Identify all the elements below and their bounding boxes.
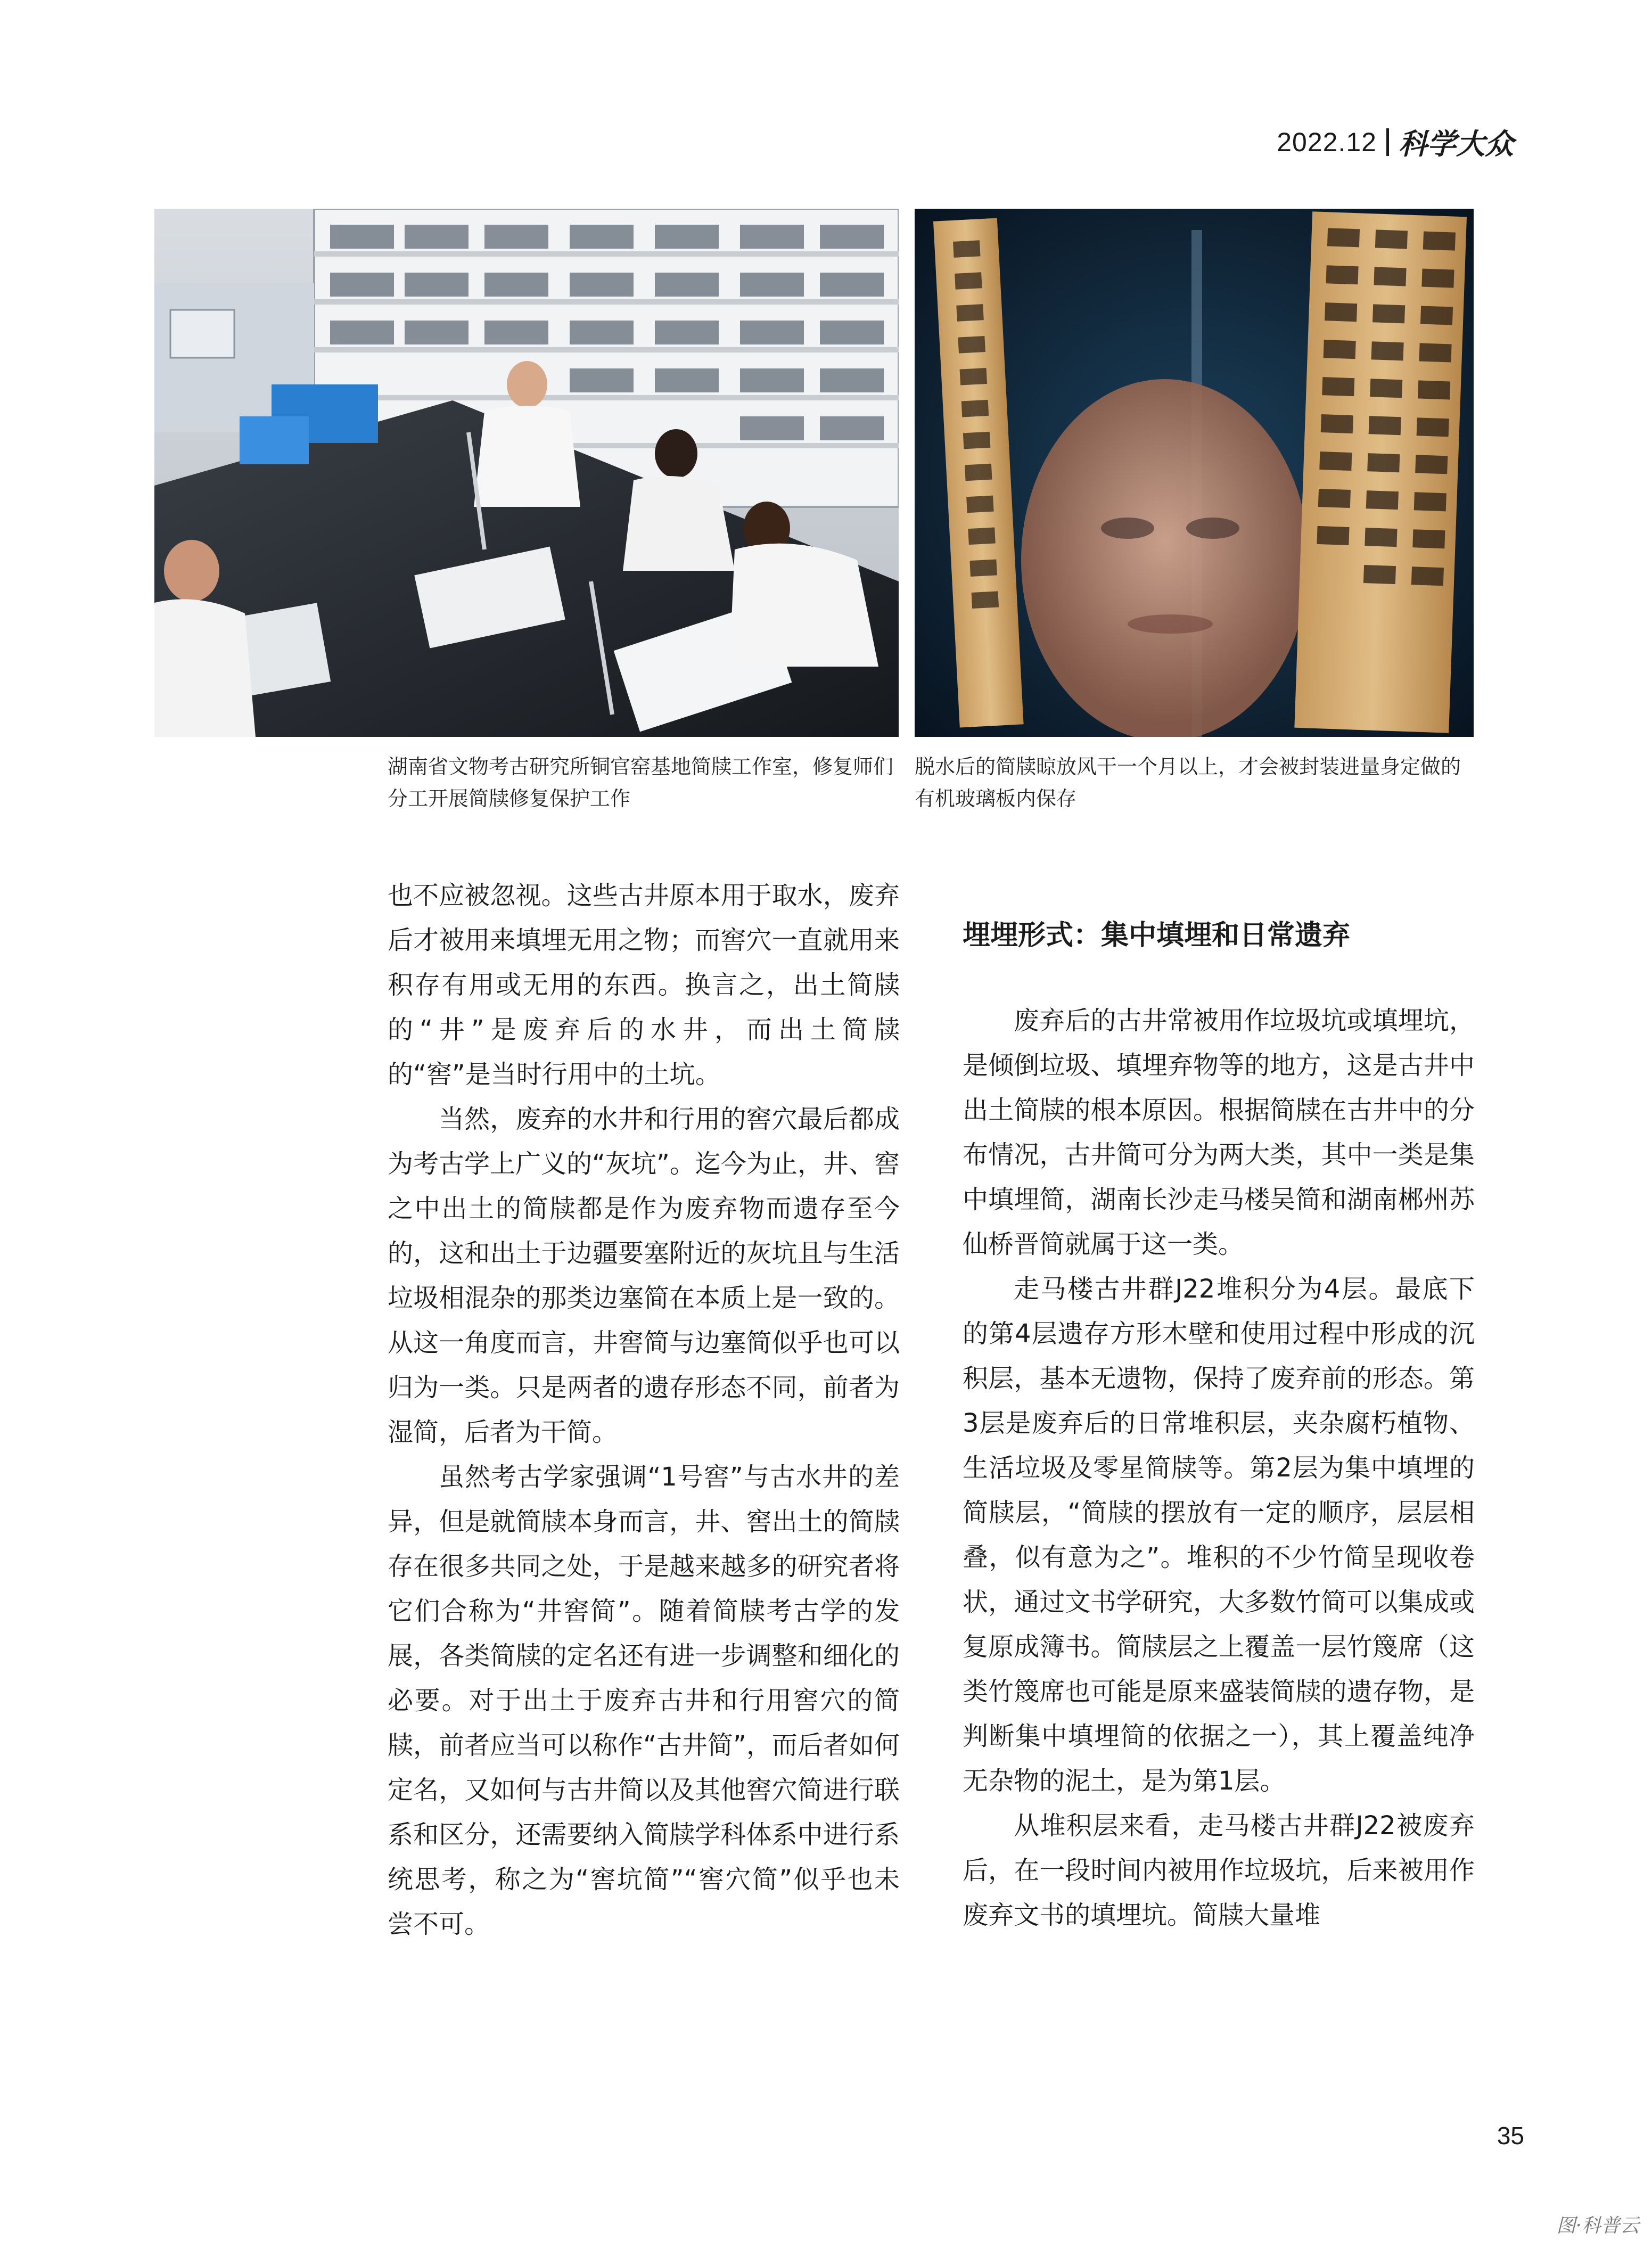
lab-photo-caption: 湖南省文物考古研究所铜官窑基地简牍工作室，修复师们分工开展简牍修复保护工作 [388, 755, 894, 810]
paragraph: 虽然考古学家强调“1号窖”与古水井的差异，但是就简牍本身而言，井、窖出土的简牍存在很多共同之处，于是越来越多的研究者将它们合称为“井窖简”。随着简牍考古学的发展，各类简牍的定名还有进一步调整和细化的必要。对于出土于废弃古井和行用窖穴的简牍，前者应当可以称作“古井简”，而后者如何定名，又如何与古井简以及其他窖穴简进行联系和区分，还需要纳入简牍学科体系中进行系统思考，称之为“窖坑简”“窖穴简”似乎也未尝不可。 [388, 1462, 900, 1939]
paragraph: 废弃后的古井常被用作垃圾坑或填埋坑，是倾倒垃圾、填埋弃物等的地方，这是古井中出土简牍的根本原因。根据简牍在古井中的分布情况，古井简可分为两大类，其中一类是集中填埋简，湖南长沙走马楼吴简和湖南郴州苏仙桥晋简就属于这一类。 [963, 1006, 1475, 1259]
slips-photo [915, 209, 1474, 737]
watermark: 图·科普云 [1556, 2215, 1639, 2237]
running-header [1277, 121, 1514, 162]
section-heading: 埋埋形式：集中填埋和日常遗弃 [963, 920, 1351, 951]
slips-photo-caption: 脱水后的简牍晾放风干一个月以上，才会被封装进量身定做的有机玻璃板内保存 [915, 755, 1461, 810]
page-number: 35 [1497, 2122, 1524, 2149]
paragraph: 从堆积层来看，走马楼古井群J22被废弃后，在一段时间内被用作垃圾坑，后来被用作废弃文书的填埋坑。简牍大量堆 [963, 1811, 1475, 1930]
issue-date: 2022.12 [1277, 127, 1377, 157]
lab-photo [154, 209, 899, 737]
paragraph: 也不应被忽视。这些古井原本用于取水，废弃后才被用来填埋无用之物；而窖穴一直就用来积存有用或无用的东西。换言之，出土简牍的“井”是废弃后的水井，而出土简牍的“窖”是当时行用中的土坑。 [388, 881, 900, 1089]
paragraph: 走马楼古井群J22堆积分为4层。最底下的第4层遗存方形木壁和使用过程中形成的沉积层，基本无遗物，保持了废弃前的形态。第3层是废弃后的日常堆积层，夹杂腐朽植物、生活垃圾及零星简牍等。第2层为集中填埋的简牍层，“简牍的摆放有一定的顺序，层层相叠，似有意为之”。堆积的不少竹简呈现收卷状，通过文书学研究，大多数竹简可以集成或复原成簿书。简牍层之上覆盖一层竹篾席（这类竹篾席也可能是原来盛装简牍的遗存物，是判断集中填埋简的依据之一），其上覆盖纯净无杂物的泥土，是为第1层。 [963, 1274, 1475, 1796]
left-column [388, 873, 900, 1947]
paragraph: 当然，废弃的水井和行用的窖穴最后都成为考古学上广义的“灰坑”。迄今为止，井、窖之中出土的简牍都是作为废弃物而遗存至今的，这和出土于边疆要塞附近的灰坑且与生活垃圾相混杂的那类边塞简在本质上是一致的。从这一角度而言，井窖简与边塞简似乎也可以归为一类。只是两者的遗存形态不同，前者为湿简，后者为干简。 [388, 1104, 900, 1447]
magazine-title: 科学大众 [1399, 127, 1514, 161]
right-column [963, 913, 1475, 1938]
header-divider [1386, 128, 1389, 156]
